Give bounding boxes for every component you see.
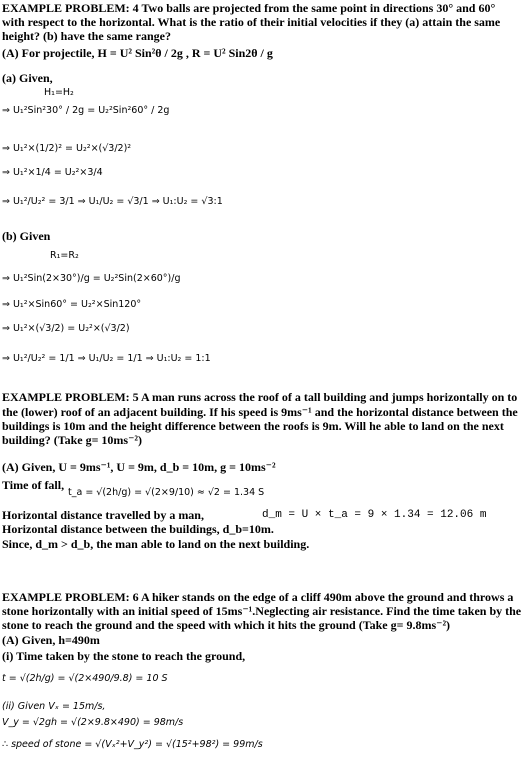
p4-b-step-4: ⇒ U₁²/U₂² = 1/1 ⇒ U₁/U₂ = 1/1 ⇒ U₁:U₂ = 1:1 (2, 353, 211, 364)
p4-b-given: (b) Given (2, 229, 51, 243)
p4-a-given: (a) Given, (2, 71, 53, 85)
p4-b-step-1: ⇒ U₁²Sin(2×30°)/g = U₂²Sin(2×60°)/g (2, 273, 181, 284)
p5-title-line-2: the (lower) roof of an adjacent building. If his speed is 9ms⁻¹ and the horizontal distance between the (2, 405, 518, 419)
p5-hdist-buildings: Horizontal distance between the buildings, d_b=10m. (2, 522, 274, 536)
p5-fall-label: Time of fall, (2, 478, 65, 492)
p4-b-step-3: ⇒ U₁²×(√3/2) = U₂²×(√3/2) (2, 323, 130, 334)
p6-speed-equation: ∴ speed of stone = √(Vₓ²+V_y²) = √(15²+98²) = 99m/s (2, 739, 263, 750)
p6-ii-given: (ii) Given Vₓ = 15m/s, (2, 701, 106, 712)
p4-a-height-equality: H₁=H₂ (44, 87, 74, 98)
p5-title-line-3: buildings is 10m and the height difference between the roofs is 9m. Will he able to land on the next (2, 419, 504, 433)
p6-title-line-3: stone to reach the ground and the speed with which it hits the ground (Take g= 9.8ms⁻²) (2, 618, 451, 632)
p6-i-equation: t = √(2h/g) = √(2×490/9.8) = 10 S (2, 673, 168, 684)
p6-vy-equation: V_y = √2gh = √(2×9.8×490) = 98m/s (2, 717, 184, 728)
p4-projectile-formulas: (A) For projectile, H = U² Sin²θ / 2g , R = U² Sin2θ / g (2, 46, 273, 60)
p6-title-line-2: stone horizontally with an initial speed of 15ms⁻¹.Neglecting air resistance. Find the time taken by the (2, 604, 522, 618)
p4-title-line-2: with respect to the horizontal. What is the ratio of their initial velocities if they (a) attain the same (2, 15, 501, 29)
p5-hdist-equation: d_m = U × t_a = 9 × 1.34 = 12.06 m (262, 509, 487, 521)
p5-hdist-label: Horizontal distance travelled by a man, (2, 508, 204, 522)
p5-given: (A) Given, U = 9ms⁻¹, U = 9m, d_b = 10m, g = 10ms⁻² (2, 460, 276, 474)
p6-title-line-1: EXAMPLE PROBLEM: 6 A hiker stands on the edge of a cliff 490m above the ground and throws a (2, 590, 514, 604)
p4-a-step-3: ⇒ U₁²×1/4 = U₂²×3/4 (2, 167, 103, 178)
p4-b-step-2: ⇒ U₁²×Sin60° = U₂²×Sin120° (2, 299, 142, 310)
p5-fall-equation: t_a = √(2h/g) = √(2×9/10) ≈ √2 = 1.34 S (68, 487, 265, 498)
p4-title-line-1: EXAMPLE PROBLEM: 4 Two balls are projected from the same point in directions 30° and 60° (2, 1, 496, 15)
p4-a-step-4: ⇒ U₁²/U₂² = 3/1 ⇒ U₁/U₂ = √3/1 ⇒ U₁:U₂ = √3:1 (2, 196, 223, 207)
p5-title-line-4: building? (Take g= 10ms⁻²) (2, 433, 143, 447)
p4-a-step-2: ⇒ U₁²×(1/2)² = U₂²×(√3/2)² (2, 143, 132, 154)
p6-i-label: (i) Time taken by the stone to reach the ground, (2, 649, 246, 663)
p5-conclusion: Since, d_m > d_b, the man able to land on the next building. (2, 537, 310, 551)
p4-title-line-3: height? (b) have the same range? (2, 29, 171, 43)
p5-title-line-1: EXAMPLE PROBLEM: 5 A man runs across the roof of a tall building and jumps horizontally on to (2, 390, 518, 404)
p4-a-step-1: ⇒ U₁²Sin²30° / 2g = U₂²Sin²60° / 2g (2, 105, 170, 116)
p6-given: (A) Given, h=490m (2, 633, 100, 647)
p4-b-range-equality: R₁=R₂ (50, 250, 79, 261)
